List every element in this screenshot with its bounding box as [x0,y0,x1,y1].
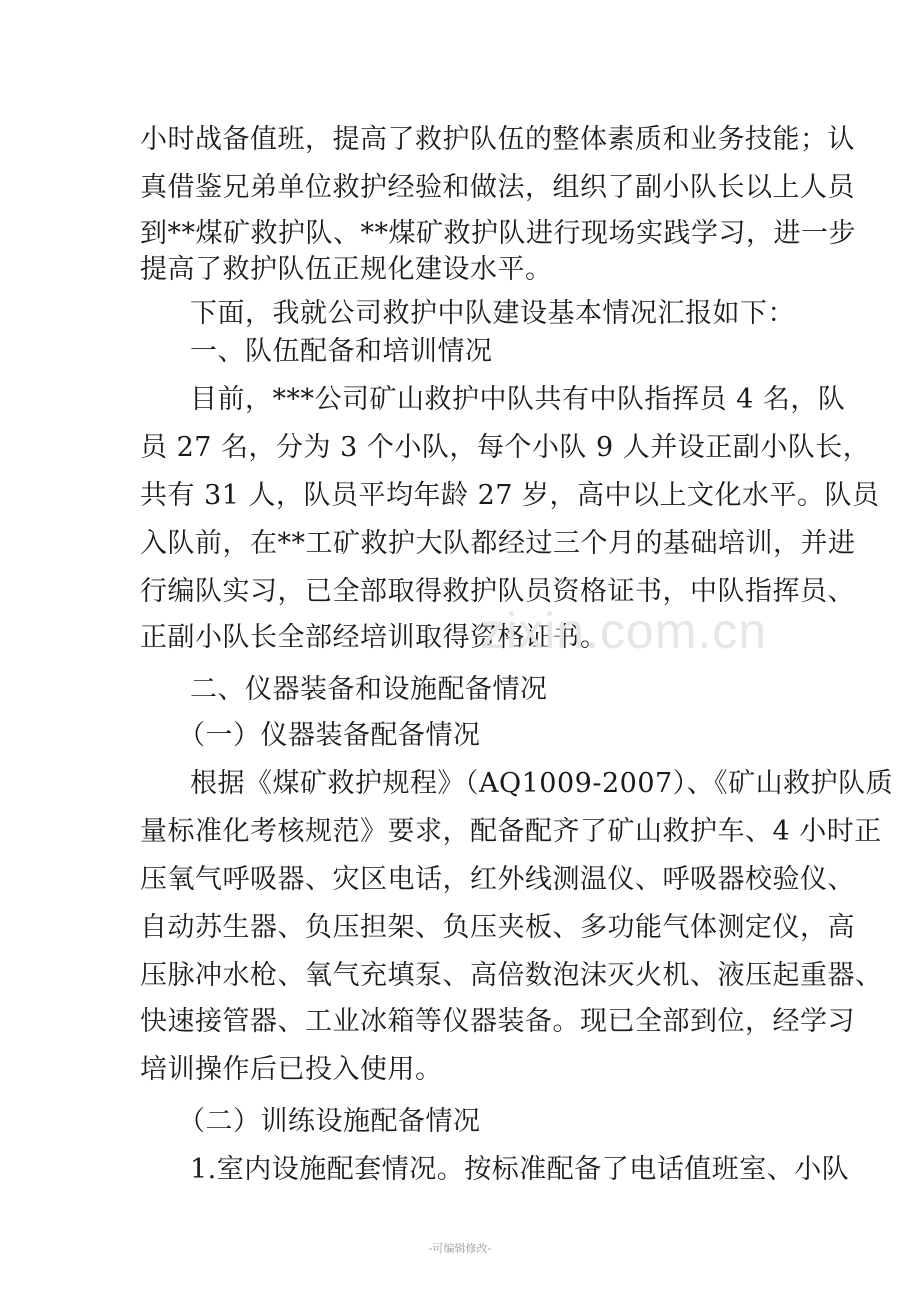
text-line: 小时战备值班，提高了救护队伍的整体素质和业务技能；认 [140,124,855,155]
text-line: 到**煤矿救护队、**煤矿救护队进行现场实践学习，进一步 [140,218,856,249]
text-line: 提高了救护队伍正规化建设水平。 [140,254,553,285]
text-line: 自动苏生器、负压担架、负压夹板、多功能气体测定仪，高 [140,912,855,943]
section-heading: 一、队伍配备和培训情况 [190,336,493,367]
subsection-heading: （一）仪器装备配备情况 [178,720,481,751]
text-line: 压氧气呼吸器、灾区电话，红外线测温仪、呼吸器校验仪、 [140,864,855,895]
text-line: 量标准化考核规范》要求，配备配齐了矿山救护车、4 小时正 [140,816,882,847]
text-line: 下面，我就公司救护中队建设基本情况汇报如下： [190,298,795,329]
text-line: 快速接管器、工业冰箱等仪器装备。现已全部到位，经学习 [140,1006,855,1037]
text-line: 目前，***公司矿山救护中队共有中队指挥员 4 名，队 [190,384,846,415]
watermark: zixin.com.cn [480,603,768,659]
text-line: 根据《煤矿救护规程》（AQ1009-2007）、《矿山救护队质 [190,768,894,799]
text-line: 行编队实习，已全部取得救护队员资格证书，中队指挥员、 [140,576,855,607]
text-line: 培训操作后已投入使用。 [140,1054,443,1085]
text-line: 员 27 名，分为 3 个小队，每个小队 9 人并设正副小队长， [140,432,871,463]
text-line: 正副小队长全部经培训取得资格证书。 [140,622,608,653]
text-line: 压脉冲水枪、氧气充填泵、高倍数泡沫灭火机、液压起重器、 [140,960,883,991]
subsection-heading: （二）训练设施配备情况 [178,1106,481,1137]
text-line: 真借鉴兄弟单位救护经验和做法，组织了副小队长以上人员 [140,172,855,203]
text-line: 入队前，在**工矿救护大队都经过三个月的基础培训，并进 [140,528,856,559]
text-line: 共有 31 人，队员平均年龄 27 岁，高中以上文化水平。队员 [140,480,880,511]
page-footer: -可编辑修改- [428,1242,492,1255]
text-line: 1.室内设施配套情况。按标准配备了电话值班室、小队 [190,1154,850,1185]
section-heading: 二、仪器装备和设施配备情况 [190,674,548,705]
